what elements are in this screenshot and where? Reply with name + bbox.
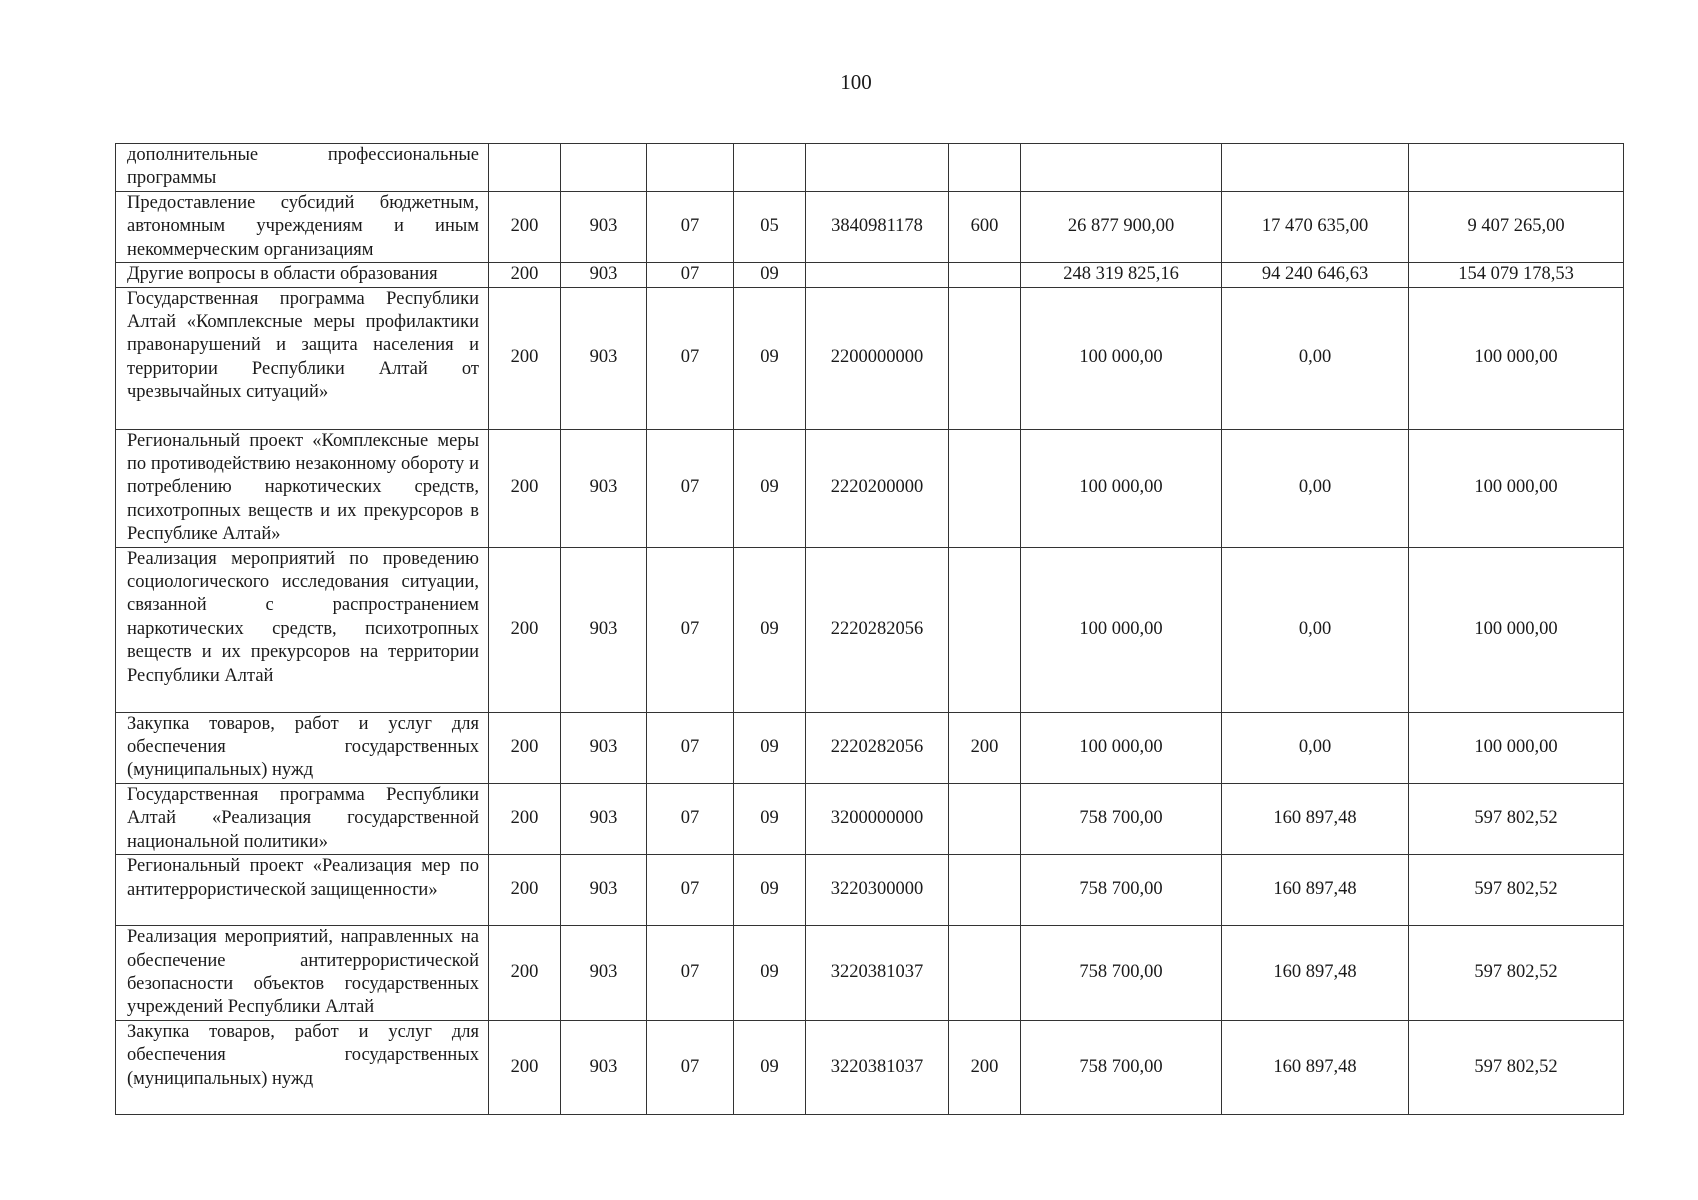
- ministry-code: 903: [561, 429, 647, 547]
- target-article-code: [806, 144, 949, 192]
- admin-code: 200: [489, 263, 561, 287]
- amount-3: 100 000,00: [1409, 547, 1624, 712]
- section-code: 07: [647, 1020, 734, 1114]
- subsection-code: 09: [734, 287, 806, 429]
- row-name: Реализация мероприятий, направленных на обеспечение антитеррористической безопасности объектов государственных учреждений Республики Алтай: [116, 926, 489, 1021]
- subsection-code: 09: [734, 429, 806, 547]
- admin-code: 200: [489, 192, 561, 263]
- target-article-code: 2220200000: [806, 429, 949, 547]
- ministry-code: 903: [561, 783, 647, 854]
- section-code: 07: [647, 429, 734, 547]
- expense-type-code: [949, 263, 1021, 287]
- total-amount: [1021, 144, 1222, 192]
- table-row: [116, 144, 1624, 192]
- row-name: Закупка товаров, работ и услуг для обеспечения государственных (муниципальных) нужд: [116, 1020, 489, 1114]
- amount-2: 160 897,48: [1222, 926, 1409, 1021]
- total-amount: 758 700,00: [1021, 855, 1222, 926]
- expense-type-code: 200: [949, 712, 1021, 783]
- target-article-code: 3840981178: [806, 192, 949, 263]
- subsection-code: [734, 144, 806, 192]
- row-name: Реализация мероприятий по проведению социологического исследования ситуации, связанной с распространением наркотических средств, психотропных веществ и их прекурсоров на территории Республики Алтай: [116, 547, 489, 712]
- section-code: 07: [647, 192, 734, 263]
- amount-2: 0,00: [1222, 287, 1409, 429]
- amount-3: 100 000,00: [1409, 429, 1624, 547]
- admin-code: 200: [489, 926, 561, 1021]
- subsection-code: 05: [734, 192, 806, 263]
- admin-code: 200: [489, 712, 561, 783]
- admin-code: [489, 144, 561, 192]
- section-code: 07: [647, 287, 734, 429]
- row-name: Государственная программа Республики Алтай «Реализация государственной национальной политики»: [116, 783, 489, 854]
- table-row: [116, 547, 1624, 712]
- total-amount: 758 700,00: [1021, 926, 1222, 1021]
- table-row: [116, 263, 1624, 287]
- amount-3: 597 802,52: [1409, 926, 1624, 1021]
- section-code: [647, 144, 734, 192]
- total-amount: 100 000,00: [1021, 712, 1222, 783]
- total-amount: 100 000,00: [1021, 429, 1222, 547]
- section-code: 07: [647, 926, 734, 1021]
- section-code: 07: [647, 783, 734, 854]
- ministry-code: [561, 144, 647, 192]
- ministry-code: 903: [561, 287, 647, 429]
- ministry-code: 903: [561, 926, 647, 1021]
- admin-code: 200: [489, 783, 561, 854]
- table-row: [116, 926, 1624, 1021]
- table-row: [116, 192, 1624, 263]
- amount-2: 0,00: [1222, 712, 1409, 783]
- amount-2: 160 897,48: [1222, 1020, 1409, 1114]
- amount-3: 100 000,00: [1409, 712, 1624, 783]
- target-article-code: 2200000000: [806, 287, 949, 429]
- table-row: [116, 429, 1624, 547]
- expense-type-code: [949, 429, 1021, 547]
- row-name: Другие вопросы в области образования: [116, 263, 489, 287]
- amount-2: 94 240 646,63: [1222, 263, 1409, 287]
- row-name: Региональный проект «Комплексные меры по противодействию незаконному обороту и потреблению наркотических средств, психотропных веществ и их прекурсоров в Республике Алтай»: [116, 429, 489, 547]
- expense-type-code: [949, 926, 1021, 1021]
- target-article-code: 2220282056: [806, 712, 949, 783]
- target-article-code: 3220300000: [806, 855, 949, 926]
- amount-3: 597 802,52: [1409, 1020, 1624, 1114]
- expense-type-code: [949, 783, 1021, 854]
- amount-3: 154 079 178,53: [1409, 263, 1624, 287]
- table-row: [116, 712, 1624, 783]
- total-amount: 248 319 825,16: [1021, 263, 1222, 287]
- subsection-code: 09: [734, 712, 806, 783]
- expense-type-code: [949, 547, 1021, 712]
- table-row: [116, 855, 1624, 926]
- ministry-code: 903: [561, 192, 647, 263]
- amount-2: 0,00: [1222, 547, 1409, 712]
- ministry-code: 903: [561, 263, 647, 287]
- total-amount: 758 700,00: [1021, 783, 1222, 854]
- total-amount: 758 700,00: [1021, 1020, 1222, 1114]
- amount-2: 160 897,48: [1222, 783, 1409, 854]
- row-name: Региональный проект «Реализация мер по антитеррористической защищенности»: [116, 855, 489, 926]
- amount-2: [1222, 144, 1409, 192]
- ministry-code: 903: [561, 1020, 647, 1114]
- total-amount: 100 000,00: [1021, 547, 1222, 712]
- subsection-code: 09: [734, 547, 806, 712]
- row-name: Предоставление субсидий бюджетным, автономным учреждениям и иным некоммерческим организациям: [116, 192, 489, 263]
- ministry-code: 903: [561, 547, 647, 712]
- admin-code: 200: [489, 855, 561, 926]
- amount-2: 160 897,48: [1222, 855, 1409, 926]
- row-name: Государственная программа Республики Алтай «Комплексные меры профилактики правонарушений и защита населения и территории Республики Алтай от чрезвычайных ситуаций»: [116, 287, 489, 429]
- target-article-code: 3220381037: [806, 926, 949, 1021]
- total-amount: 100 000,00: [1021, 287, 1222, 429]
- amount-3: [1409, 144, 1624, 192]
- amount-3: 597 802,52: [1409, 855, 1624, 926]
- subsection-code: 09: [734, 926, 806, 1021]
- total-amount: 26 877 900,00: [1021, 192, 1222, 263]
- section-code: 07: [647, 263, 734, 287]
- amount-2: 17 470 635,00: [1222, 192, 1409, 263]
- subsection-code: 09: [734, 263, 806, 287]
- target-article-code: 3220381037: [806, 1020, 949, 1114]
- subsection-code: 09: [734, 1020, 806, 1114]
- expense-type-code: [949, 855, 1021, 926]
- expense-type-code: [949, 287, 1021, 429]
- row-name: дополнительные профессиональные программы: [116, 144, 489, 192]
- expense-type-code: 600: [949, 192, 1021, 263]
- ministry-code: 903: [561, 712, 647, 783]
- admin-code: 200: [489, 1020, 561, 1114]
- ministry-code: 903: [561, 855, 647, 926]
- admin-code: 200: [489, 429, 561, 547]
- section-code: 07: [647, 712, 734, 783]
- subsection-code: 09: [734, 783, 806, 854]
- expense-type-code: [949, 144, 1021, 192]
- amount-3: 9 407 265,00: [1409, 192, 1624, 263]
- admin-code: 200: [489, 547, 561, 712]
- amount-2: 0,00: [1222, 429, 1409, 547]
- subsection-code: 09: [734, 855, 806, 926]
- target-article-code: 3200000000: [806, 783, 949, 854]
- table-row: [116, 1020, 1624, 1114]
- admin-code: 200: [489, 287, 561, 429]
- section-code: 07: [647, 547, 734, 712]
- table-row: [116, 287, 1624, 429]
- table-row: [116, 783, 1624, 854]
- amount-3: 100 000,00: [1409, 287, 1624, 429]
- target-article-code: 2220282056: [806, 547, 949, 712]
- row-name: Закупка товаров, работ и услуг для обеспечения государственных (муниципальных) нужд: [116, 712, 489, 783]
- expense-type-code: 200: [949, 1020, 1021, 1114]
- page-number: 100: [840, 70, 872, 94]
- budget-table: [115, 143, 1624, 1115]
- target-article-code: [806, 263, 949, 287]
- section-code: 07: [647, 855, 734, 926]
- amount-3: 597 802,52: [1409, 783, 1624, 854]
